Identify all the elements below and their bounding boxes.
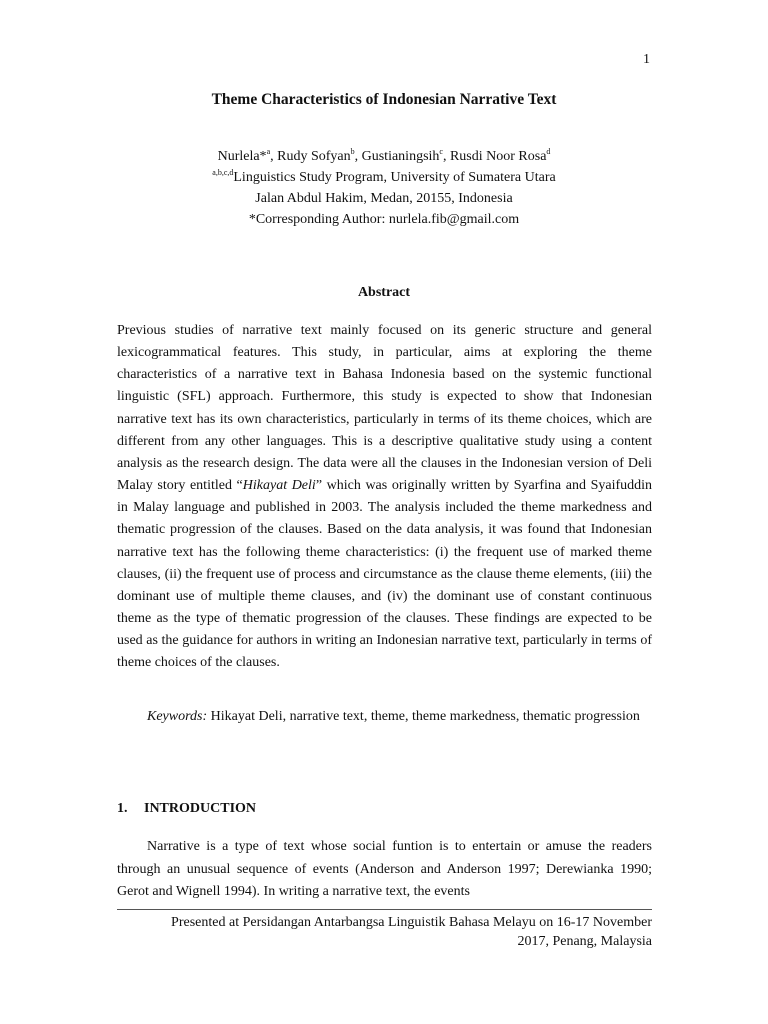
- affiliation-line: [0, 167, 768, 188]
- introduction-paragraph: Narrative is a type of text whose social funtion is to entertain or amuse the readers through an unusual sequence of events (Anderson and Anderson 1997; Derewianka 1990; Gerot and Wignell 1994). In writing a narrative text, the events: [117, 839, 652, 899]
- abstract-story-title: Hikayat Deli: [242, 478, 316, 494]
- affiliation-marks: a,b,c,d: [212, 168, 234, 177]
- author-name: Rudy Sofyan: [277, 149, 351, 164]
- affiliation-text: Linguistics Study Program, University of Sumatera Utara: [233, 170, 556, 185]
- abstract-body: [117, 320, 652, 675]
- footer-line-2: 2017, Penang, Malaysia: [517, 934, 652, 949]
- page-number: 1: [643, 52, 650, 67]
- paper-title: Theme Characteristics of Indonesian Narrative Text: [211, 91, 557, 108]
- footnote-divider: [117, 909, 652, 910]
- corresponding-author-line: *Corresponding Author: nurlela.fib@gmail.com: [248, 212, 520, 227]
- author-affiliation-mark: d: [546, 147, 551, 156]
- author-affiliation-mark: a: [266, 147, 271, 156]
- author-name: Rusdi Noor Rosa: [449, 149, 547, 164]
- keywords-text: Hikayat Deli, narrative text, theme, theme markedness, thematic progression: [207, 709, 640, 724]
- author-name: Nurlela*: [217, 149, 267, 164]
- section-title: INTRODUCTION: [144, 801, 257, 816]
- author-affiliation-mark: b: [350, 147, 355, 156]
- footer-line-1: Presented at Persidangan Antarbangsa Linguistik Bahasa Melayu on 16-17 November: [171, 915, 652, 930]
- keywords-label: Keywords:: [147, 709, 208, 724]
- abstract-text-part2: ” which was originally written by Syarfina and Syaifuddin in Malay language and published in 2003. The analysis included the theme markedness and thematic progression of the clauses. Based on the data analysis, it was found that Indonesian narrative text has the following theme characteristics: (i) the frequent use of marked theme clauses, (ii) the frequent use of process and circumstance as the clause theme elements, (iii) the dominant use of multiple theme clauses, and (iv) the dominant use of constant continuous theme as the type of thematic progression of the clauses. These findings are expected to be used as the guidance for authors in writing an Indonesian narrative text, particularly in terms of theme choices of the clauses.: [117, 478, 653, 671]
- footer-note: [117, 913, 652, 951]
- author-name: Gustianingsih: [361, 149, 440, 164]
- section-number: 1.: [117, 801, 128, 816]
- abstract-text-part1: Previous studies of narrative text mainly focused on its generic structure and general lexicogrammatical features. This study, in particular, aims at exploring the theme characteristics of a narrative text in Bahasa Indonesia based on the systemic functional linguistic (SFL) approach. Furthermore, this study is expected to show that Indonesian narrative text has its own characteristics, particularly in terms of its theme choices, which are different from any other languages. This is a descriptive qualitative study using a content analysis as the research design. The data were all the clauses in the Indonesian version of Deli Malay story entitled “: [117, 323, 652, 494]
- address-line: Jalan Abdul Hakim, Medan, 20155, Indonesia: [255, 191, 513, 206]
- keywords-paragraph: [117, 706, 652, 728]
- abstract-heading: Abstract: [357, 285, 411, 300]
- author-block: [0, 146, 768, 230]
- author-names: Nurlela*$^a$, Rudy Sofyan$^b$, Gustianingsih$^c$, Rusdi Noor Rosa$^d$: [217, 147, 551, 164]
- author-affiliation-mark: c: [439, 147, 443, 156]
- section-heading-introduction: [117, 801, 256, 817]
